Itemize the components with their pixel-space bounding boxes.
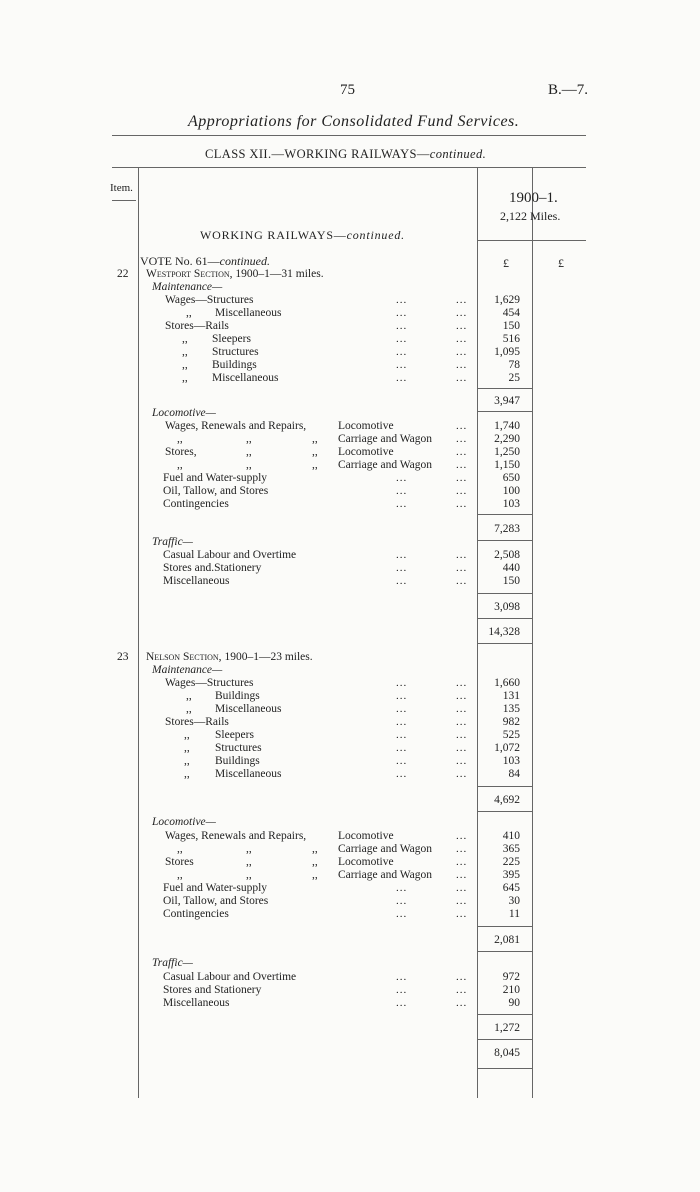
leader-dots-item: ...: [456, 971, 468, 983]
leader-dots-item: ...: [456, 498, 468, 510]
westport-ditto: ,,: [182, 372, 188, 384]
westport-traffic-value: 150: [502, 575, 520, 587]
leader-dots-item: ...: [456, 320, 468, 332]
nelson-ditto: ,,: [184, 755, 190, 767]
leader-dots-item: ...: [456, 562, 468, 574]
nelson-value: 103: [502, 755, 520, 767]
leader-dots-item: ...: [456, 830, 468, 842]
sub-heading-cont: continued.: [346, 228, 405, 242]
nelson-loco-value: 11: [508, 908, 520, 920]
vote-cont: continued.: [219, 254, 270, 268]
class-title-main: CLASS XII.—WORKING RAILWAYS—: [205, 147, 430, 161]
nelson-value: 1,072: [494, 742, 520, 754]
westport-contingencies: Contingencies: [163, 498, 229, 510]
westport-ditto: ,,: [246, 446, 252, 458]
leader-dots-item: ...: [396, 971, 408, 983]
westport-wages-misc: Miscellaneous: [215, 307, 282, 319]
westport-loco-value: 1,150: [494, 459, 520, 471]
westport-wages-renewals: Wages, Renewals and Repairs,: [165, 420, 307, 432]
nelson-locomotive: Locomotive: [338, 856, 394, 868]
nelson-stores-stationery: Stores and Stationery: [163, 984, 262, 996]
westport-oil: Oil, Tallow, and Stores: [163, 485, 269, 497]
nelson-loco-value: 395: [502, 869, 520, 881]
leader-dots-item: ...: [456, 307, 468, 319]
subtotal-rule: [478, 643, 532, 644]
class-title: [205, 147, 486, 162]
leader-dots-item: ...: [456, 446, 468, 458]
westport-loco-value: 650: [502, 472, 520, 484]
item-column-rule: [138, 168, 139, 1098]
leader-dots-item: ...: [396, 984, 408, 996]
item-number-23: 23: [117, 651, 129, 663]
nelson-loco-value: 645: [502, 882, 520, 894]
westport-stores-stationery: Stores and.Stationery: [163, 562, 262, 574]
nelson-locomotive-heading: Locomotive—: [152, 816, 216, 828]
pound-sign-col2: £: [558, 256, 564, 270]
westport-ditto: ,,: [182, 346, 188, 358]
westport-wages-structures: Wages—Structures: [165, 294, 254, 306]
leader-dots-item: ...: [456, 485, 468, 497]
sub-heading-main: WORKING RAILWAYS—: [200, 228, 347, 242]
nelson-contingencies: Contingencies: [163, 908, 229, 920]
nelson-ditto: ,,: [177, 869, 183, 881]
leader-dots-item: ...: [396, 346, 408, 358]
nelson-misc: Miscellaneous: [215, 768, 282, 780]
leader-dots-item: ...: [396, 677, 408, 689]
westport-section-total: 14,328: [488, 626, 520, 638]
subtotal-rule: [478, 618, 532, 619]
nelson-wages-structures: Wages—Structures: [165, 677, 254, 689]
leader-dots-item: ...: [456, 549, 468, 561]
leader-dots-item: ...: [456, 433, 468, 445]
nelson-section-total: 8,045: [494, 1047, 520, 1059]
westport-carriage-wagon: Carriage and Wagon: [338, 459, 433, 471]
westport-locomotive: Locomotive: [338, 420, 394, 432]
subtotal-rule: [478, 1039, 532, 1040]
leader-dots-item: ...: [456, 472, 468, 484]
westport-ditto: ,,: [246, 433, 252, 445]
item-header-rule: [112, 200, 136, 201]
leader-dots-item: ...: [396, 703, 408, 715]
leader-dots-item: ...: [396, 372, 408, 384]
appropriations-title: Appropriations for Consolidated Fund Services.: [188, 113, 520, 130]
westport-traffic-value: 440: [502, 562, 520, 574]
item-number-22: 22: [117, 268, 129, 280]
westport-value: 150: [502, 320, 520, 332]
westport-traffic-total: 3,098: [494, 601, 520, 613]
sub-heading: [200, 228, 405, 243]
subtotal-rule: [478, 1014, 532, 1015]
leader-dots-item: ...: [396, 895, 408, 907]
westport-buildings: Buildings: [212, 359, 257, 371]
leader-dots-item: ...: [456, 856, 468, 868]
subtotal-rule: [478, 1068, 532, 1069]
westport-loco-value: 1,740: [494, 420, 520, 432]
subtotal-rule: [478, 411, 532, 412]
nelson-traffic-value: 210: [502, 984, 520, 996]
nelson-locomotive: Locomotive: [338, 830, 394, 842]
nelson-loco-value: 30: [508, 895, 520, 907]
westport-value: 1,095: [494, 346, 520, 358]
westport-ditto: ,,: [182, 359, 188, 371]
leader-dots-item: ...: [396, 755, 408, 767]
leader-dots-item: ...: [396, 333, 408, 345]
nelson-title-rest: 1900–1—23 miles.: [224, 651, 313, 663]
nelson-title-sc: Nelson Section,: [146, 651, 222, 663]
westport-loco-value: 2,290: [494, 433, 520, 445]
nelson-ditto: ,,: [312, 843, 318, 855]
leader-dots-item: ...: [456, 755, 468, 767]
leader-dots-item: ...: [456, 359, 468, 371]
nelson-ditto: ,,: [246, 843, 252, 855]
leader-dots-item: ...: [456, 843, 468, 855]
nelson-carriage-wagon: Carriage and Wagon: [338, 869, 433, 881]
westport-maintenance-total: 3,947: [494, 395, 520, 407]
leader-dots-item: ...: [396, 997, 408, 1009]
subtotal-rule: [478, 811, 532, 812]
class-title-cont: continued.: [429, 147, 487, 161]
westport-structures: Structures: [212, 346, 259, 358]
nelson-value: 1,660: [494, 677, 520, 689]
westport-misc: Miscellaneous: [212, 372, 279, 384]
nelson-ditto: ,,: [184, 729, 190, 741]
leader-dots-item: ...: [456, 294, 468, 306]
page-number: 75: [340, 82, 355, 98]
item-column-header: Item.: [110, 182, 133, 194]
leader-dots-item: ...: [396, 716, 408, 728]
leader-dots-item: ...: [396, 485, 408, 497]
nelson-ditto: ,,: [312, 856, 318, 868]
leader-dots-item: ...: [456, 346, 468, 358]
nelson-misc: Miscellaneous: [215, 703, 282, 715]
leader-dots-item: ...: [396, 498, 408, 510]
leader-dots-item: ...: [456, 997, 468, 1009]
westport-locomotive: Locomotive: [338, 446, 394, 458]
subtotal-rule: [478, 540, 532, 541]
leader-dots-item: ...: [456, 703, 468, 715]
westport-sleepers: Sleepers: [212, 333, 251, 345]
pound-sign-col1: £: [503, 256, 509, 270]
vote-main: VOTE No. 61—: [140, 254, 220, 268]
document-reference: B.—7.: [548, 82, 589, 98]
leader-dots-item: ...: [456, 420, 468, 432]
westport-maintenance-heading: Maintenance—: [152, 281, 223, 293]
leader-dots-item: ...: [456, 690, 468, 702]
leader-dots-item: ...: [456, 729, 468, 741]
leader-dots-item: ...: [456, 333, 468, 345]
nelson-oil: Oil, Tallow, and Stores: [163, 895, 269, 907]
amount-column-rule-left: [477, 168, 478, 1098]
nelson-casual-labour: Casual Labour and Overtime: [163, 971, 297, 983]
westport-title-rest: 1900–1—31 miles.: [235, 268, 324, 280]
leader-dots-item: ...: [456, 882, 468, 894]
nelson-ditto: ,,: [312, 869, 318, 881]
leader-dots-item: ...: [396, 294, 408, 306]
subtotal-rule: [478, 593, 532, 594]
westport-value: 25: [508, 372, 520, 384]
nelson-ditto: ,,: [186, 690, 192, 702]
leader-dots-item: ...: [456, 677, 468, 689]
leader-dots-item: ...: [456, 908, 468, 920]
subtotal-rule: [478, 388, 532, 389]
nelson-value: 135: [502, 703, 520, 715]
leader-dots-item: ...: [456, 716, 468, 728]
westport-traffic-misc: Miscellaneous: [163, 575, 230, 587]
subtotal-rule: [478, 514, 532, 515]
westport-carriage-wagon: Carriage and Wagon: [338, 433, 433, 445]
nelson-maintenance-total: 4,692: [494, 794, 520, 806]
nelson-sleepers: Sleepers: [215, 729, 254, 741]
nelson-ditto: ,,: [177, 843, 183, 855]
westport-locomotive-heading: Locomotive—: [152, 407, 216, 419]
westport-loco-value: 103: [502, 498, 520, 510]
westport-section-title: [146, 268, 324, 280]
leader-dots-item: ...: [456, 742, 468, 754]
leader-dots-item: ...: [396, 742, 408, 754]
leader-dots-item: ...: [456, 575, 468, 587]
nelson-buildings: Buildings: [215, 690, 260, 702]
nelson-loco-value: 365: [502, 843, 520, 855]
nelson-stores: Stores: [165, 856, 194, 868]
westport-traffic-heading: Traffic—: [152, 536, 193, 548]
nelson-value: 982: [502, 716, 520, 728]
leader-dots-item: ...: [396, 690, 408, 702]
westport-traffic-value: 2,508: [494, 549, 520, 561]
westport-ditto: ,,: [246, 459, 252, 471]
westport-ditto: ,,: [312, 459, 318, 471]
leader-dots-item: ...: [456, 984, 468, 996]
nelson-wages-renewals: Wages, Renewals and Repairs,: [165, 830, 307, 842]
nelson-loco-value: 225: [502, 856, 520, 868]
leader-dots-item: ...: [396, 882, 408, 894]
westport-value: 78: [508, 359, 520, 371]
leader-dots-item: ...: [456, 372, 468, 384]
rule-top: [112, 135, 586, 136]
nelson-value: 84: [508, 768, 520, 780]
leader-dots-item: ...: [396, 562, 408, 574]
westport-value: 516: [502, 333, 520, 345]
nelson-ditto: ,,: [184, 742, 190, 754]
westport-stores-rails: Stores—Rails: [165, 320, 229, 332]
nelson-traffic-heading: Traffic—: [152, 957, 193, 969]
nelson-ditto: ,,: [246, 869, 252, 881]
nelson-traffic-total: 1,272: [494, 1022, 520, 1034]
nelson-traffic-misc: Miscellaneous: [163, 997, 230, 1009]
nelson-traffic-value: 972: [502, 971, 520, 983]
westport-ditto: ,,: [312, 433, 318, 445]
westport-ditto: ,,: [182, 333, 188, 345]
nelson-structures: Structures: [215, 742, 262, 754]
westport-loco-value: 1,250: [494, 446, 520, 458]
rule-under-class: [112, 167, 586, 168]
westport-ditto: ,,: [177, 433, 183, 445]
nelson-section-title: [146, 651, 313, 663]
subtotal-rule: [478, 786, 532, 787]
leader-dots-item: ...: [396, 549, 408, 561]
westport-loco-value: 100: [502, 485, 520, 497]
year-header: 1900–1.: [509, 190, 558, 206]
nelson-stores-rails: Stores—Rails: [165, 716, 229, 728]
westport-fuel: Fuel and Water-supply: [163, 472, 268, 484]
westport-ditto: ,,: [186, 307, 192, 319]
miles-header: 2,122 Miles.: [500, 209, 561, 223]
leader-dots-item: ...: [396, 359, 408, 371]
leader-dots-item: ...: [456, 459, 468, 471]
westport-value: 1,629: [494, 294, 520, 306]
nelson-buildings: Buildings: [215, 755, 260, 767]
subtotal-rule: [478, 951, 532, 952]
leader-dots-item: ...: [456, 768, 468, 780]
westport-value: 454: [502, 307, 520, 319]
nelson-locomotive-total: 2,081: [494, 934, 520, 946]
leader-dots-item: ...: [396, 320, 408, 332]
year-header-rule: [478, 240, 586, 241]
westport-ditto: ,,: [177, 459, 183, 471]
westport-casual-labour: Casual Labour and Overtime: [163, 549, 297, 561]
vote-line: [140, 254, 270, 269]
nelson-maintenance-heading: Maintenance—: [152, 664, 223, 676]
nelson-ditto: ,,: [184, 768, 190, 780]
leader-dots-item: ...: [396, 575, 408, 587]
amount-column-rule-mid: [532, 168, 533, 1098]
nelson-carriage-wagon: Carriage and Wagon: [338, 843, 433, 855]
leader-dots-item: ...: [456, 869, 468, 881]
westport-ditto: ,,: [312, 446, 318, 458]
leader-dots-item: ...: [396, 472, 408, 484]
westport-title-sc: Westport Section,: [146, 268, 233, 280]
nelson-value: 525: [502, 729, 520, 741]
nelson-traffic-value: 90: [508, 997, 520, 1009]
nelson-value: 131: [502, 690, 520, 702]
nelson-ditto: ,,: [186, 703, 192, 715]
nelson-loco-value: 410: [502, 830, 520, 842]
westport-stores: Stores,: [165, 446, 197, 458]
subtotal-rule: [478, 926, 532, 927]
leader-dots-item: ...: [396, 908, 408, 920]
leader-dots-item: ...: [456, 895, 468, 907]
leader-dots-item: ...: [396, 768, 408, 780]
leader-dots-item: ...: [396, 307, 408, 319]
nelson-fuel: Fuel and Water-supply: [163, 882, 268, 894]
nelson-ditto: ,,: [246, 856, 252, 868]
leader-dots-item: ...: [396, 729, 408, 741]
westport-locomotive-total: 7,283: [494, 523, 520, 535]
